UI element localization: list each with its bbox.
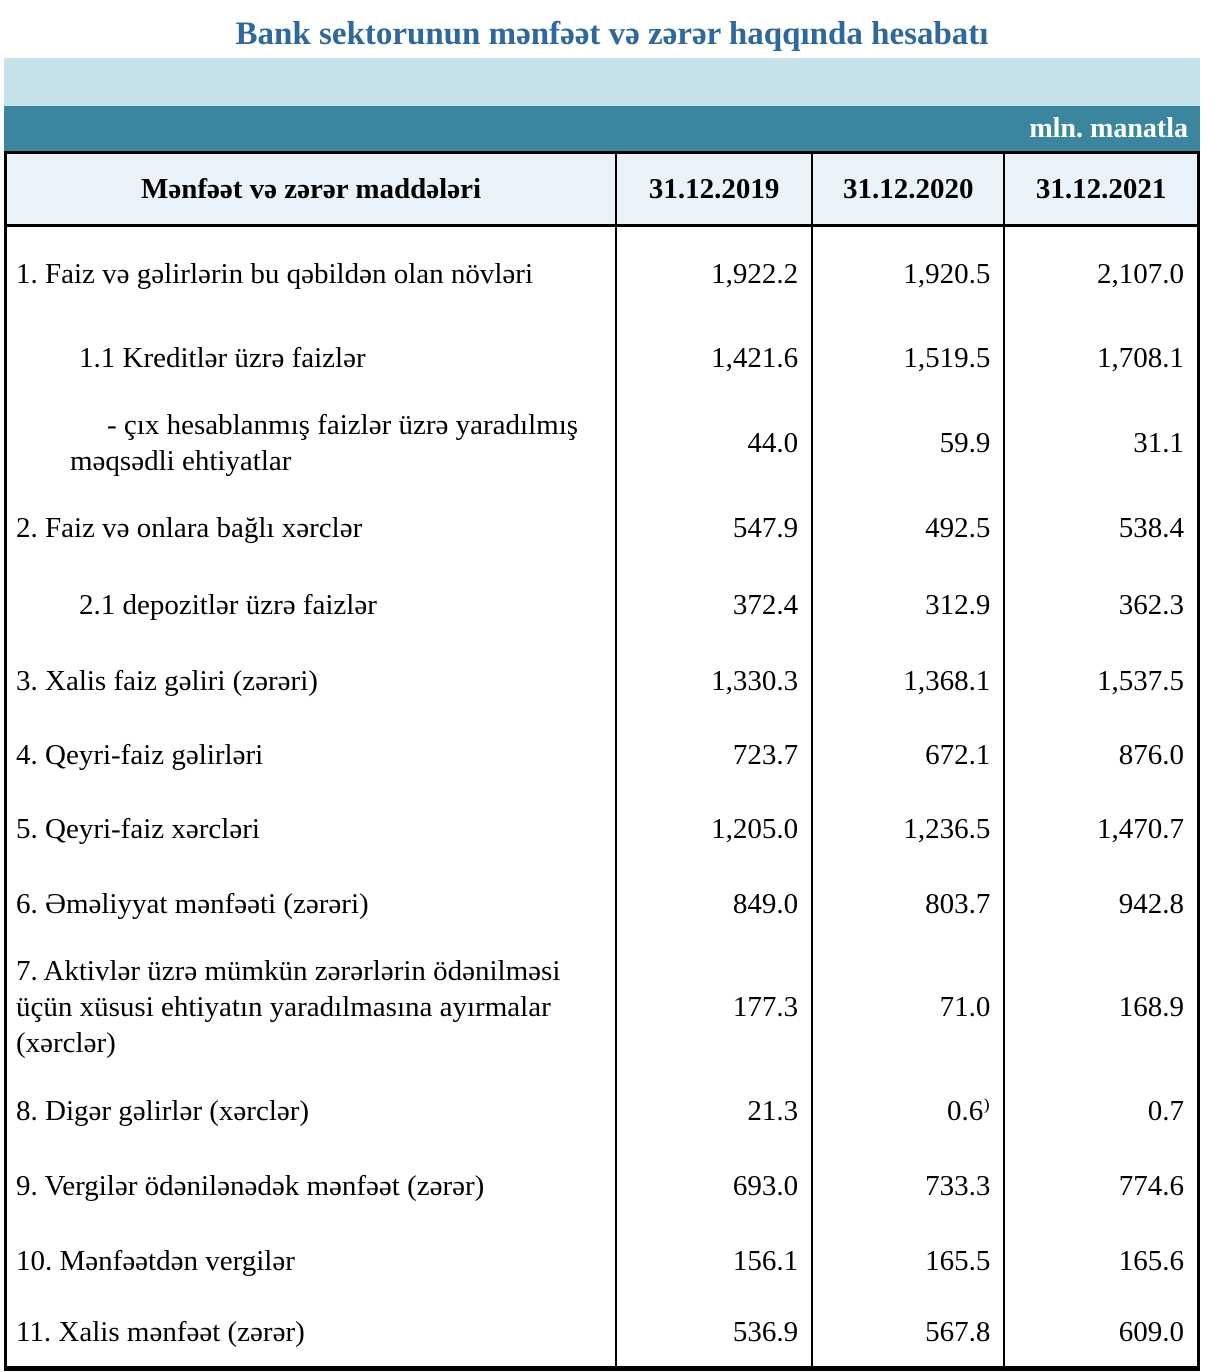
table-row: [6, 792, 1199, 867]
row-value-2020: 71.0: [812, 941, 1004, 1073]
row-label: 5. Qeyri-faiz xərcləri: [16, 813, 260, 845]
row-label: 6. Əməliyyat mənfəəti (zərəri): [16, 887, 369, 920]
row-value-2021: 0.7: [1004, 1073, 1198, 1149]
table-row: [6, 566, 1199, 644]
table-header-row: [6, 153, 1199, 226]
row-label: 11. Xalis mənfəət (zərər): [16, 1316, 305, 1349]
row-value-2020: 803.7: [812, 867, 1004, 941]
table-row: [6, 941, 1199, 1073]
page-title: Bank sektorunun mənfəət və zərər haqqında hesabatı: [235, 16, 989, 52]
row-value-2021: 165.6: [1004, 1223, 1198, 1299]
table-row: [6, 1149, 1199, 1223]
profit-loss-table: [4, 151, 1200, 1371]
table-row: [6, 718, 1199, 792]
row-value-2020: 0.6⁾: [812, 1073, 1004, 1149]
row-value-2019: 21.3: [616, 1073, 812, 1149]
row-value-2021: 538.4: [1004, 491, 1198, 566]
table-row: [6, 396, 1199, 491]
row-value-2020: 312.9: [812, 566, 1004, 644]
row-label: 2. Faiz və onlara bağlı xərclər: [16, 512, 363, 544]
row-value-2019: 1,922.2: [616, 226, 812, 321]
table-row: [6, 1223, 1199, 1299]
table-row: [6, 321, 1199, 396]
row-value-2020: 165.5: [812, 1223, 1004, 1299]
row-value-2019: 177.3: [616, 941, 812, 1073]
row-value-2019: 1,421.6: [616, 321, 812, 396]
row-label: 9. Vergilər ödənilənədək mənfəət (zərər): [16, 1169, 485, 1202]
col-header-items: Mənfəət və zərər maddələri: [6, 153, 617, 226]
unit-label: mln. manatla: [1029, 112, 1188, 144]
table-row: [6, 1299, 1199, 1369]
col-header-2019: 31.12.2019: [616, 153, 812, 226]
row-value-2019: 44.0: [616, 396, 812, 491]
col-header-2021: 31.12.2021: [1004, 153, 1198, 226]
row-value-2020: 1,368.1: [812, 644, 1004, 718]
row-label-line-1: - çıx hesablanmış faizlər üzrə yaradılmış: [107, 409, 579, 441]
header-band-teal: [4, 106, 1200, 151]
table-row: [6, 491, 1199, 566]
table-row: [6, 226, 1199, 321]
row-value-2021: 31.1: [1004, 396, 1198, 491]
row-label-line-2: məqsədli ehtiyatlar: [70, 445, 292, 477]
row-value-2021: 1,708.1: [1004, 321, 1198, 396]
row-value-2019: 156.1: [616, 1223, 812, 1299]
row-value-2020: 567.8: [812, 1299, 1004, 1369]
row-value-2020: 1,519.5: [812, 321, 1004, 396]
row-value-2019: 547.9: [616, 491, 812, 566]
row-value-2020: 1,920.5: [812, 226, 1004, 321]
row-label: 7. Aktivlər üzrə mümkün zərərlərin ödənilməsi üçün xüsusi ehtiyatın yaradılmasına ayırmalar (xərclər): [16, 954, 561, 1059]
row-value-2021: 942.8: [1004, 867, 1198, 941]
row-value-2021: 774.6: [1004, 1149, 1198, 1223]
row-value-2020: 672.1: [812, 718, 1004, 792]
row-value-2019: 1,205.0: [616, 792, 812, 867]
row-label: 1. Faiz və gəlirlərin bu qəbildən olan növləri: [16, 257, 534, 290]
row-value-2021: 362.3: [1004, 566, 1198, 644]
table-row: [6, 867, 1199, 941]
row-value-2020: 733.3: [812, 1149, 1004, 1223]
row-label: 4. Qeyri-faiz gəlirləri: [16, 738, 264, 771]
row-label: 2.1 depozitlər üzrə faizlər: [79, 588, 377, 621]
header-band-light: [4, 58, 1200, 106]
row-value-2020: 59.9: [812, 396, 1004, 491]
row-label: 3. Xalis faiz gəliri (zərəri): [16, 664, 318, 697]
row-value-2019: 1,330.3: [616, 644, 812, 718]
row-label: [6, 396, 617, 491]
row-value-2021: 168.9: [1004, 941, 1198, 1073]
table-row: [6, 644, 1199, 718]
row-value-2019: 693.0: [616, 1149, 812, 1223]
row-value-2021: 609.0: [1004, 1299, 1198, 1369]
row-value-2020: 492.5: [812, 491, 1004, 566]
table-row: [6, 1073, 1199, 1149]
row-value-2019: 723.7: [616, 718, 812, 792]
row-value-2019: 372.4: [616, 566, 812, 644]
row-value-2021: 2,107.0: [1004, 226, 1198, 321]
row-label: 1.1 Kreditlər üzrə faizlər: [79, 342, 366, 374]
row-label: 10. Mənfəətdən vergilər: [16, 1244, 295, 1277]
row-label: 8. Digər gəlirlər (xərclər): [16, 1094, 310, 1127]
row-value-2019: 536.9: [616, 1299, 812, 1369]
col-header-2020: 31.12.2020: [812, 153, 1004, 226]
row-value-2021: 1,470.7: [1004, 792, 1198, 867]
row-value-2021: 876.0: [1004, 718, 1198, 792]
row-value-2020: 1,236.5: [812, 792, 1004, 867]
row-value-2019: 849.0: [616, 867, 812, 941]
row-value-2021: 1,537.5: [1004, 644, 1198, 718]
